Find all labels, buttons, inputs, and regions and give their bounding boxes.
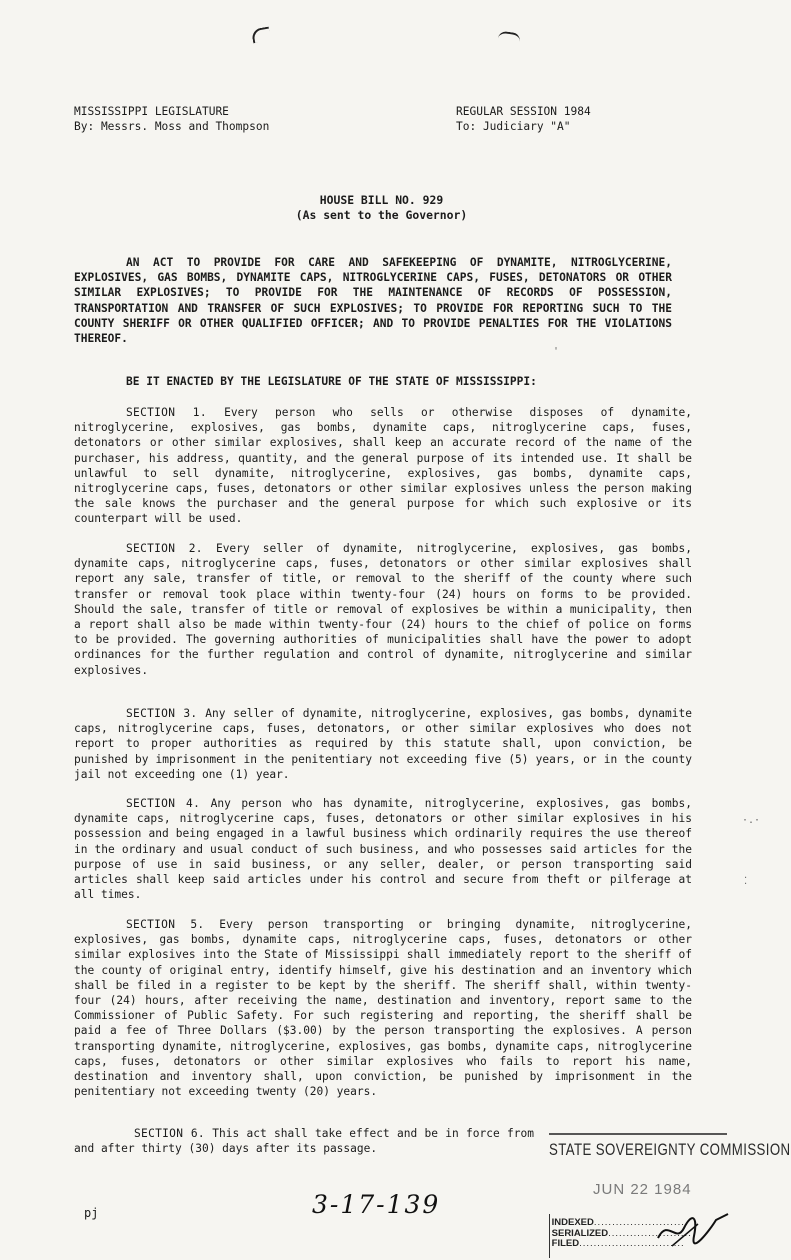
section-heading: SECTION 3. (126, 707, 198, 720)
bill-title (0, 193, 763, 223)
bill-number: HOUSE BILL NO. 929 (319, 193, 444, 207)
stamp-strike-line (549, 1128, 727, 1140)
session-name: REGULAR SESSION 1984 (456, 105, 591, 118)
stamp-title: STATE SOVEREIGNTY COMMISSION (549, 1140, 791, 1159)
stamp-filed: FILED............................. (551, 1238, 685, 1249)
stamp-indexed: INDEXED.......................... (551, 1217, 689, 1228)
bill-status: (As sent to the Governor) (295, 208, 468, 222)
committee-referral: To: Judiciary "A" (456, 120, 571, 134)
strikethrough-icon (549, 1128, 727, 1140)
section-4 (74, 796, 692, 902)
section-3 (74, 706, 692, 782)
section-heading: SECTION 5. (126, 918, 205, 931)
section-heading: SECTION 1. (126, 406, 207, 419)
punch-hole-mark (251, 27, 271, 44)
stamp-date: JUN 22 1984 (593, 1181, 692, 1198)
signature-scribble-icon (654, 1210, 734, 1250)
section-2 (74, 541, 692, 678)
section-body: Every person who sells or otherwise disposes of dynamite, nitroglycerine, explosives, gas bombs, dynamite caps, nitroglycerine caps, fuses, detonators or other similar explosives, shall keep an accurate record of the name of the purchaser, his address, quantity, and the general purpose of its intended use. It shall be unlawful to sell dynamite, nitroglycerine, explosives, gas bombs, dynamite caps, nitroglycerine caps, fuses, detonators or other similar explosives unless the person making the sale knows the purchaser and the general purpose for which such explosive or its counterpart will be used. (74, 406, 692, 526)
section-body: This act shall take effect and be in force from and after thirty (30) days after its passage. (74, 1127, 534, 1156)
section-body: Every seller of dynamite, nitroglycerine, explosives, gas bombs, dynamite caps, nitroglycerine caps, fuses, detonators or other similar explosives shall report any sale, transfer of title, or removal to the sheriff of the county where such transfer or removal took place within twenty-four (24) hours on forms to be provided. Should the sale, transfer of title or removal of explosives be within a municipality, then a report shall also be made within twenty-four (24) hours to the chief of police on forms to be provided. The governing authorities of municipalities shall have the power to adopt ordinances for the further regulation and control of dynamite, nitroglycerine and similar explosives. (74, 542, 692, 677)
margin-mark: ' (553, 346, 560, 357)
punch-hole-mark (497, 31, 521, 48)
enacting-clause: BE IT ENACTED BY THE LEGISLATURE OF THE STATE OF MISSISSIPPI: (126, 375, 537, 388)
margin-mark: ⁚ (744, 876, 748, 887)
legislature-name: MISSISSIPPI LEGISLATURE (74, 105, 229, 118)
handwritten-file-number: 3-17-139 (312, 1190, 441, 1219)
margin-mark: ·.· (742, 815, 761, 826)
section-heading: SECTION 4. (126, 797, 201, 810)
section-6 (74, 1126, 534, 1156)
section-heading: SECTION 6. (134, 1127, 205, 1140)
section-1 (74, 405, 692, 527)
section-heading: SECTION 2. (126, 542, 203, 555)
section-5 (74, 917, 692, 1099)
section-body: Any seller of dynamite, nitroglycerine, explosives, gas bombs, dynamite caps, nitroglycerine caps, fuses, detonators, or other similar explosives who does not report to proper authorities as required by this statute shall, upon conviction, be punished by imprisonment in the penitentiary not exceeding five (5) years, or in the county jail not exceeding one (1) year. (74, 707, 692, 781)
typist-initials: pj (84, 1206, 99, 1220)
stamp-serialized: SERIALIZED....................... (551, 1227, 692, 1239)
section-body: Any person who has dynamite, nitroglycerine, explosives, gas bombs, dynamite caps, nitroglycerine caps, fuses, detonators or other similar explosives in his possession and being engaged in a lawful business which ordinarily requires the use thereof in the ordinary and usual conduct of such business, and who possesses said articles for the purpose of use in said business, or any seller, dealer, or person transporting said articles shall keep said articles under his control and secure from theft or pilferage at all times. (74, 797, 692, 902)
header-right (456, 104, 696, 134)
bill-sponsors: By: Messrs. Moss and Thompson (74, 120, 270, 134)
header-left (74, 104, 374, 134)
section-body: Every person transporting or bringing dynamite, nitroglycerine, explosives, gas bombs, dynamite caps, nitroglycerine caps, fuses, detonators or other similar explosives into the State of Mississippi shall immediately report to the sheriff of the county of original entry, identify himself, give his destination and an inventory which shall be filed in a register to be kept by the sheriff. The sheriff shall, within twenty-four (24) hours, after receiving the name, destination and inventory, report same to the Commissioner of Public Safety. For such registering and reporting, the sheriff shall be paid a fee of Three Dollars ($3.00) by the person transporting the explosives. A person transporting dynamite, nitroglycerine, explosives, gas bombs, dynamite caps, nitroglycerine caps, fuses, detonators or other similar explosives who fails to report his name, destination and inventory shall, upon conviction, be punished by imprisonment in the penitentiary not exceeding twenty (20) years. (74, 918, 692, 1099)
act-description: AN ACT TO PROVIDE FOR CARE AND SAFEKEEPING OF DYNAMITE, NITROGLYCERINE, EXPLOSIVES, GAS BOMBS, DYNAMITE CAPS, NITROGLYCERINE CAPS, FUSES, DETONATORS OR OTHER SIMILAR EXPLOSIVES; TO PROVIDE FOR THE MAINTENANCE OF RECORDS OF POSSESSION, TRANSPORTATION AND TRANSFER OF SUCH EXPLOSIVES; TO PROVIDE FOR REPORTING SUCH TO THE COUNTY SHERIFF OR OTHER QUALIFIED OFFICER; AND TO PROVIDE PENALTIES FOR THE VIOLATIONS THEREOF. (74, 256, 672, 346)
